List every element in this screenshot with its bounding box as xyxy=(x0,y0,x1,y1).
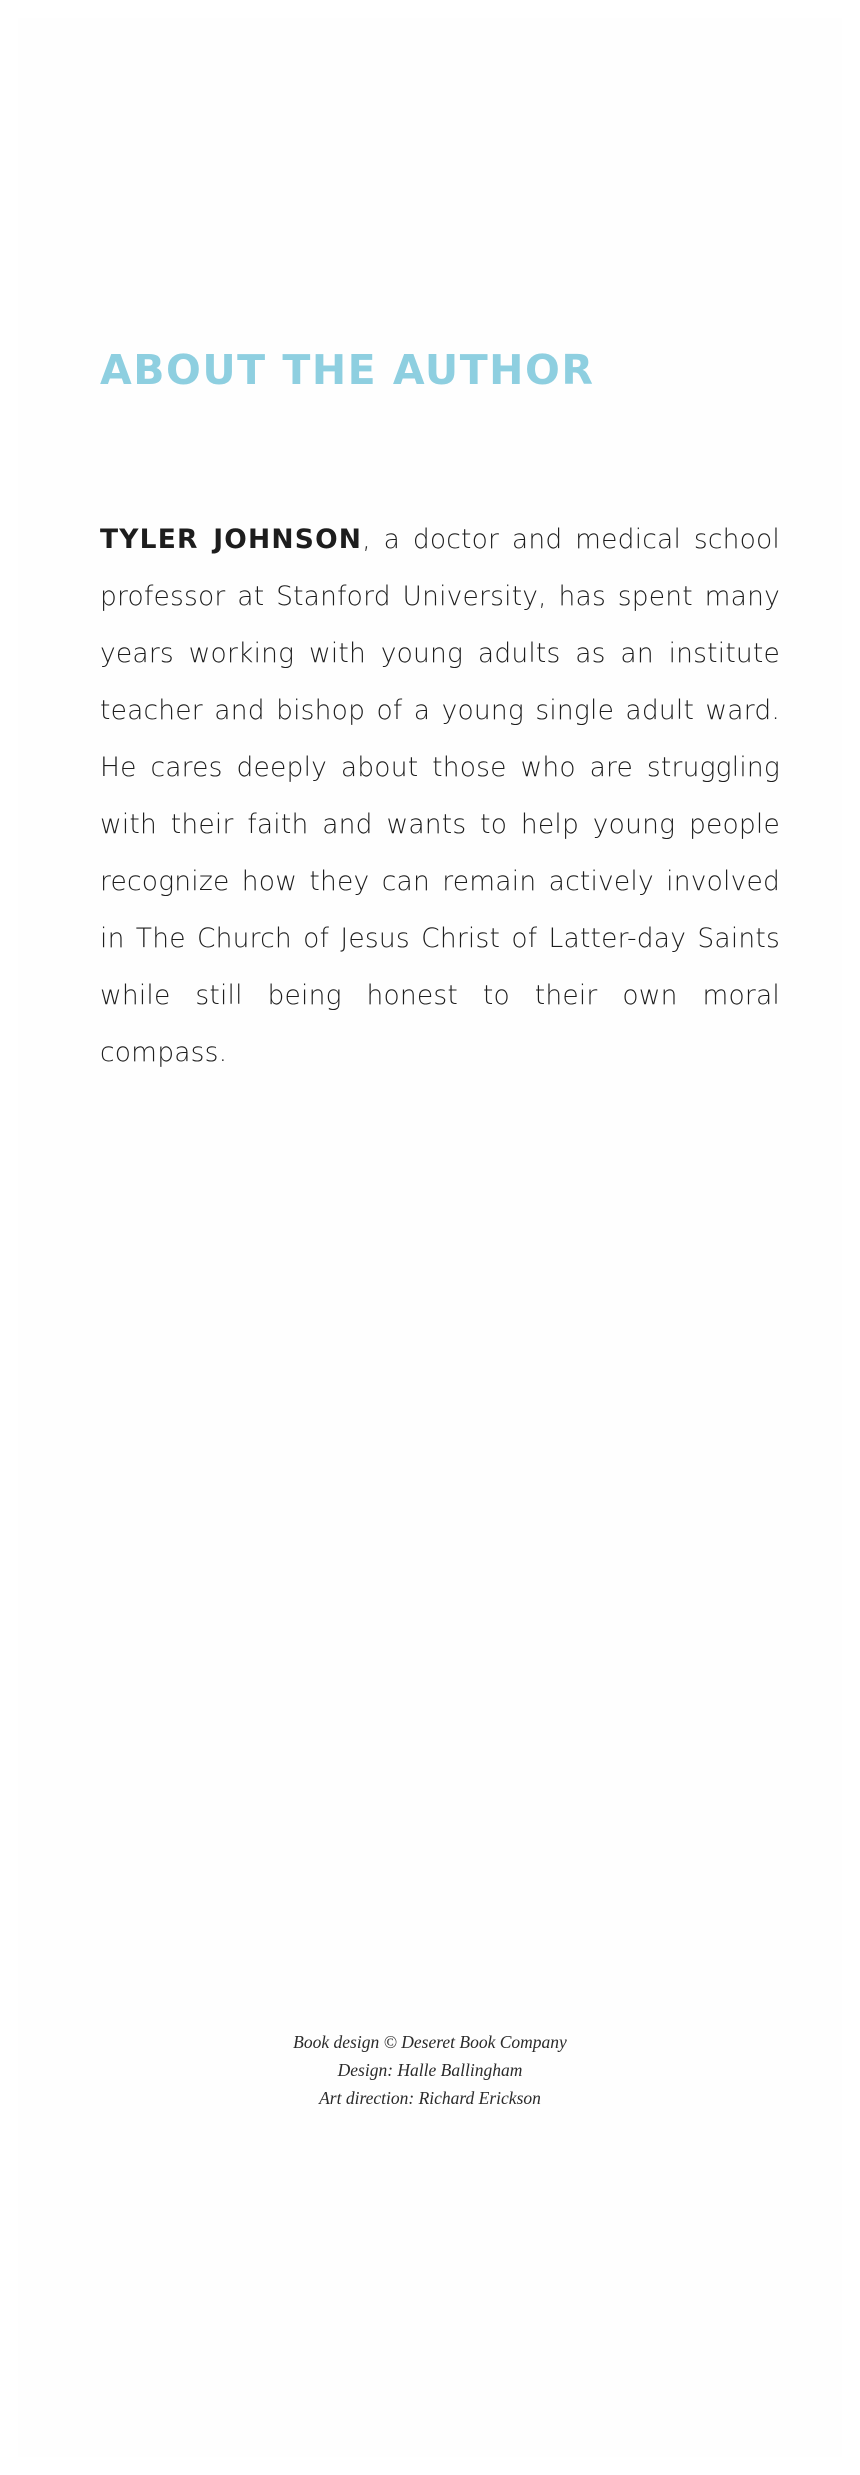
colophon-line-book-design: Book design © Deseret Book Company xyxy=(293,2032,567,2052)
colophon-line-design: Design: Halle Ballingham xyxy=(337,2060,523,2080)
author-bio-text: , a doctor and medical school professor at Stanford University, has spent many years working with young adults as an institute teacher and bishop of a young single adult ward. He cares deeply about those who are struggling with their faith and wants to help young people recognize how they can remain actively involved in The Church of Jesus Christ of Latter-day Saints while still being honest to their own moral compass. xyxy=(100,524,780,1069)
book-page xyxy=(18,18,842,2457)
author-name: TYLER JOHNSON xyxy=(100,524,363,556)
page-title: ABOUT THE AUTHOR xyxy=(100,346,595,394)
author-bio-paragraph xyxy=(100,511,780,1081)
page-content-area xyxy=(18,18,842,2457)
colophon-line-art-direction: Art direction: Richard Erickson xyxy=(319,2088,541,2108)
about-the-author-section xyxy=(100,348,780,1081)
colophon xyxy=(18,2028,842,2112)
